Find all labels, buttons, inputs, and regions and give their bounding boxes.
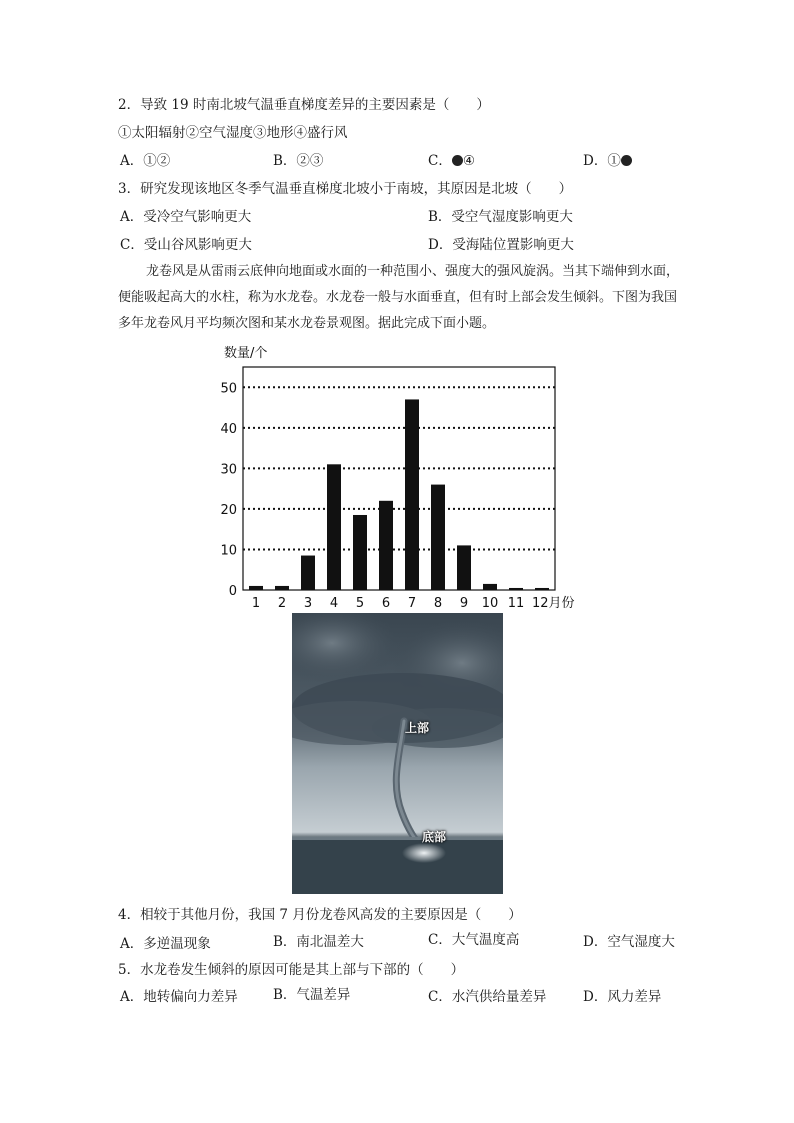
q2-factors: ①太阳辐射②空气湿度③地形④盛行风 <box>118 125 348 141</box>
x-tick-label: 5 <box>355 596 365 611</box>
y-tick-label: 30 <box>220 462 237 478</box>
q4-option-b: B．南北温差大 <box>273 934 364 950</box>
bar <box>431 485 445 590</box>
q2-option-a: A．①② <box>120 153 171 169</box>
bar <box>509 588 523 590</box>
q4-option-a: A．多逆温现象 <box>120 936 211 952</box>
q5-stem: 5．水龙卷发生倾斜的原因可能是其上部与下部的（ ） <box>118 962 465 978</box>
q3-option-b: B．受空气湿度影响更大 <box>428 209 573 225</box>
x-tick-label: 10 <box>481 596 499 611</box>
ink-blot-icon <box>621 155 632 166</box>
tornado-frequency-chart <box>220 340 610 615</box>
photo-label-bottom: 底部 <box>422 830 447 844</box>
bar <box>249 586 263 590</box>
q3-option-c: C．受山谷风影响更大 <box>120 237 252 253</box>
intro-paragraph: 龙卷风是从雷雨云底伸向地面或水面的一种范围小、强度大的强风旋涡。当其下端伸到水面，便能吸起高大的水柱，称为水龙卷。水龙卷一般与水面垂直，但有时上部会发生倾斜。下图为我国多年龙卷风月平均频次图和某水龙卷景观图。据此完成下面小题。 <box>118 264 680 331</box>
q2-option-c-suffix: ④ <box>462 153 475 169</box>
chart-svg <box>220 340 610 615</box>
q3-option-a: A．受冷空气影响更大 <box>120 209 252 225</box>
q3-option-d: D．受海陆位置影响更大 <box>428 237 574 253</box>
x-tick-label: 2 <box>277 596 287 611</box>
q2-option-b: B．②③ <box>273 153 324 169</box>
y-tick-label: 20 <box>220 502 237 518</box>
q5-option-d: D．风力差异 <box>583 989 662 1005</box>
q5-option-c: C．水汽供给量差异 <box>428 989 547 1005</box>
q2-option-d <box>583 152 632 170</box>
photo-label-top: 上部 <box>405 721 430 735</box>
q5-option-b: B．气温差异 <box>273 987 351 1003</box>
q2-option-d-prefix: D．① <box>583 153 621 169</box>
waterspout-image <box>292 613 503 894</box>
x-tick-label: 1 <box>251 596 261 611</box>
bar <box>483 584 497 590</box>
bar <box>301 556 315 590</box>
y-tick-label: 0 <box>228 584 237 599</box>
q5-option-a: A．地转偏向力差异 <box>120 989 238 1005</box>
plot-frame <box>243 367 555 590</box>
y-tick-label: 40 <box>220 421 237 437</box>
waterspout-photo <box>292 613 503 894</box>
x-tick-label: 11 <box>507 596 525 611</box>
y-tick-label: 10 <box>220 543 237 559</box>
q2-option-c-prefix: C． <box>428 153 452 169</box>
x-tick-label: 4 <box>329 596 339 611</box>
q4-option-d: D．空气湿度大 <box>583 934 675 950</box>
y-axis-label: 数量/个 <box>224 346 268 361</box>
x-tick-label: 6 <box>381 596 391 611</box>
bar <box>379 501 393 590</box>
bar <box>457 545 471 590</box>
q4-option-c: C．大气温度高 <box>428 932 520 948</box>
q2-option-c <box>428 152 475 170</box>
q3-stem: 3．研究发现该地区冬季气温垂直梯度北坡小于南坡，其原因是北坡（ ） <box>118 181 573 197</box>
x-tick-label: 8 <box>433 596 443 611</box>
x-tick-label: 3 <box>303 596 313 611</box>
bar <box>405 399 419 590</box>
bar <box>327 464 341 590</box>
ink-blot-icon <box>452 155 463 166</box>
x-tick-label: 12月份 <box>532 596 575 611</box>
bar <box>275 586 289 590</box>
y-tick-label: 50 <box>220 381 237 397</box>
x-tick-label: 7 <box>407 596 417 611</box>
bar <box>535 588 549 590</box>
x-tick-label: 9 <box>459 596 469 611</box>
q2-stem: 2．导致 19 时南北坡气温垂直梯度差异的主要因素是（ ） <box>118 97 490 113</box>
q4-stem: 4．相较于其他月份，我国 7 月份龙卷风高发的主要原因是（ ） <box>118 907 522 923</box>
bar <box>353 515 367 590</box>
